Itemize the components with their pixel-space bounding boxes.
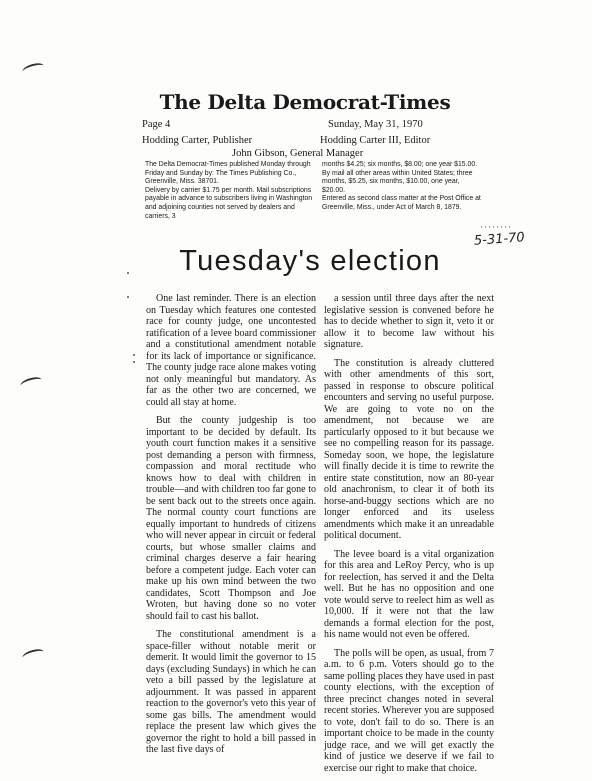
general-manager: John Gibson, General Manager	[232, 148, 364, 159]
pub-info-paragraph: Entered as second class matter at the Post Office at Greenville, Miss., under Act of March 8, 1879.	[322, 195, 481, 211]
publisher: Hodding Carter, Publisher	[142, 135, 253, 146]
scan-speck	[133, 361, 135, 363]
article-paragraph: The levee board is a vital organization for this area and LeRoy Percy, who is up for reelection, has served it and the Delta well. But he has no opposition and one vote would serve to reelect him as well as 10,000. If it were not that the law demands a formal election for the post, his name would not even be offered.	[324, 548, 494, 640]
article-paragraph: The constitutional amendment is a space-filler without notable merit or demerit. It would limit the governor to 15 days (excluding Sundays) in which he can veto a bill passed by the legislature at adjournment. It was passed in apparent reaction to the governor's veto this year of some gas bills. The amendment would replace the present law which gives the governor the right to hold a bill passed in the last five days of	[146, 629, 316, 755]
masthead: The Delta Democrat-Times	[159, 90, 451, 114]
scan-speck	[127, 272, 129, 274]
scan-mark	[21, 648, 45, 662]
pub-info-right	[322, 161, 482, 213]
scan-mark	[21, 62, 45, 76]
pub-info-paragraph: By mail all other areas within United States; three months, $5.25, six months, $10.00, one year, $20.00.	[322, 169, 473, 194]
article-paragraph: One last reminder. There is an election on Tuesday which features one contested race for county judge, one uncontested ratification of a levee board commissioner and a constitutional amendment notable for its lack of importance or significance. The county judge race alone makes voting not only meaningful but mandatory. As far as the other two are concerned, we could all stay at home.	[146, 293, 316, 408]
article-paragraph: The polls will be open, as usual, from 7 a.m. to 6 p.m. Voters should go to the same polling places they have used in past county elections, with the exception of three precinct changes noted in several recent stories. Wherever you are supposed to vote, don't fail to do so. There is an important choice to be made in the county judge race, and we will get exactly the kind of justice we deserve if we fail to exercise our right to make that choice.	[324, 647, 494, 774]
article-paragraph: The constitution is already cluttered with other amendments of this sort, passed in response to obscure political encounters and serving no useful purpose. We are going to vote no on the amendment, not because we are particularly opposed to it but because we see no compelling reason for its passage. Someday soon, we hope, the legislature will finally decide it is time to rewrite the entire state constitution, now an 80-year old anachronism, to clear it of both its horse-and-buggy sections which are no longer enforced and its useless amendments which make it an unreadable political document.	[324, 357, 494, 541]
headline: Tuesday's election	[179, 245, 441, 277]
pub-info-paragraph: The Delta Democrat-Times published Monday through Friday and Sunday by: The Times Publishing Co., Greenville, Miss. 38701.	[145, 161, 311, 186]
date-line: Sunday, May 31, 1970	[328, 119, 423, 130]
dotted-rule: ········	[480, 222, 512, 232]
article-paragraph: a session until three days after the next legislative session is convened before he has to decide whether to sign it, veto it or allow it to become law without his signature.	[324, 293, 494, 350]
article-paragraph: But the county judgeship is too important to be decided by default. Its youth court function makes it a sensitive post demanding a person with firmness, compassion and moral rectitude who knows how to deal with children in trouble—and with children too far gone to be sent back out to the streets once again. The normal county court functions are equally important to hundreds of citizens who will never appear in circuit or federal courts, but whose smaller claims and criminal charges deserve a fair hearing before a competent judge. Each voter can make up his own mind between the two candidates, Scott Thompson and Joe Wroten, but having done so no voter should fail to cast his ballot.	[146, 415, 316, 622]
scan-mark	[19, 376, 43, 390]
article-column-right	[324, 293, 494, 781]
pub-info-left	[145, 161, 315, 221]
pub-info-paragraph: months $4.25; six months, $8.00; one year $15.00.	[322, 161, 478, 168]
scan-speck	[127, 296, 129, 298]
editor: Hodding Carter III, Editor	[320, 135, 431, 146]
article-column-left	[146, 293, 316, 763]
scan-speck	[133, 354, 135, 356]
page-label: Page 4	[142, 119, 171, 130]
handwritten-date: 5-31-70	[473, 230, 526, 249]
pub-info-paragraph: Delivery by carrier $1.75 per month. Mail subscriptions payable in advance to subscribers living in Washington and adjoining counties not served by dealers and carriers, 3	[145, 186, 313, 220]
